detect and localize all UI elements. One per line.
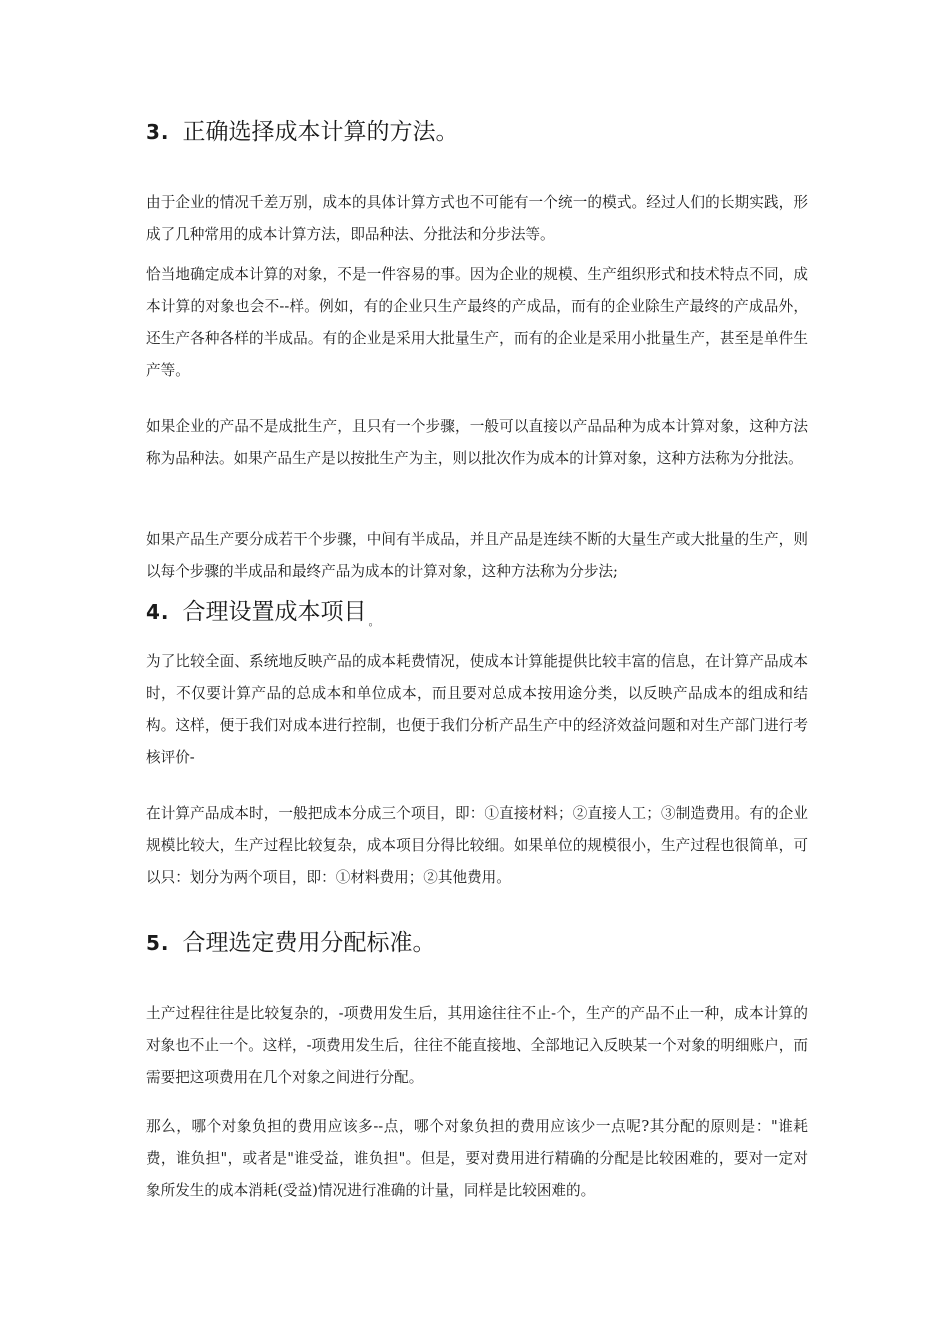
paragraph: 由于企业的情况千差万别，成本的具体计算方式也不可能有一个统一的模式。经过人们的长期实践，形成了几种常用的成本计算方法，即品种法、分批法和分步法等。 (146, 194, 808, 243)
section-title: 正确选择成本计算的方法。 (182, 119, 459, 145)
section-number: 3 (146, 120, 161, 144)
paragraph: 为了比较全面、系统地反映产品的成本耗费情况，使成本计算能提供比较丰富的信息，在计算产品成本时，不仅要计算产品的总成本和单位成本，而且要对总成本按用途分类，以反映产品成本的组成和结构。这样，便于我们对成本进行控制，也便于我们分析产品生产中的经济效益问题和对生产部门进行考核评价- (146, 653, 808, 766)
section-number-dot: . (160, 931, 169, 955)
section-number: 4 (146, 600, 161, 624)
section-title: 合理选定费用分配标准。 (182, 930, 436, 956)
section-number: 5 (146, 931, 161, 955)
paragraph: 如果企业的产品不是成批生产，且只有一个步骤，一般可以直接以产品品种为成本计算对象，这种方法称为品种法。如果产品生产是以按批生产为主，则以批次作为成本的计算对象，这种方法称为分批法。 (146, 418, 808, 467)
section-3-heading (146, 117, 459, 147)
paragraph: 那么，哪个对象负担的费用应该多--点，哪个对象负担的费用应该少一点呢?其分配的原则是："谁耗费，谁负担"，或者是"谁受益，谁负担"。但是，要对费用进行精确的分配是比较困难的，要对一定对象所发生的成本消耗(受益)情况进行准确的计量，同样是比较困难的。 (146, 1118, 808, 1199)
paragraph: 如果产品生产要分成若干个步骤，中间有半成品，并且产品是连续不断的大量生产或大批量的生产，则以每个步骤的半成品和最终产品为成本的计算对象，这种方法称为分步法; (146, 531, 808, 580)
paragraph: 在计算产品成本时，一般把成本分成三个项目，即：①直接材料；②直接人工；③制造费用。有的企业规模比较大，生产过程比较复杂，成本项目分得比较细。如果单位的规模很小，生产过程也很简单，可以只：划分为两个项目，即：①材料费用；②其他费用。 (146, 805, 808, 886)
section-title: 合理设置成本项目 (182, 599, 367, 625)
section-title-mark: 。 (368, 615, 380, 628)
section-number-dot: . (160, 600, 169, 624)
paragraph: 恰当地确定成本计算的对象，不是一件容易的事。因为企业的规模、生产组织形式和技术特点不同，成本计算的对象也会不--样。例如，有的企业只生产最终的产成品，而有的企业除生产最终的产成品外，还生产各种各样的半成品。有的企业是采用大批量生产，而有的企业是采用小批量生产，甚至是单件生产等。 (146, 266, 808, 379)
section-5-heading (146, 928, 436, 958)
section-4-heading (146, 597, 380, 637)
section-number-dot: . (160, 120, 169, 144)
paragraph: 土产过程往往是比较复杂的，-项费用发生后，其用途往往不止-个，生产的产品不止一种，成本计算的对象也不止一个。这样，-项费用发生后，往往不能直接地、全部地记入反映某一个对象的明细账户，而需要把这项费用在几个对象之间进行分配。 (146, 1005, 808, 1086)
